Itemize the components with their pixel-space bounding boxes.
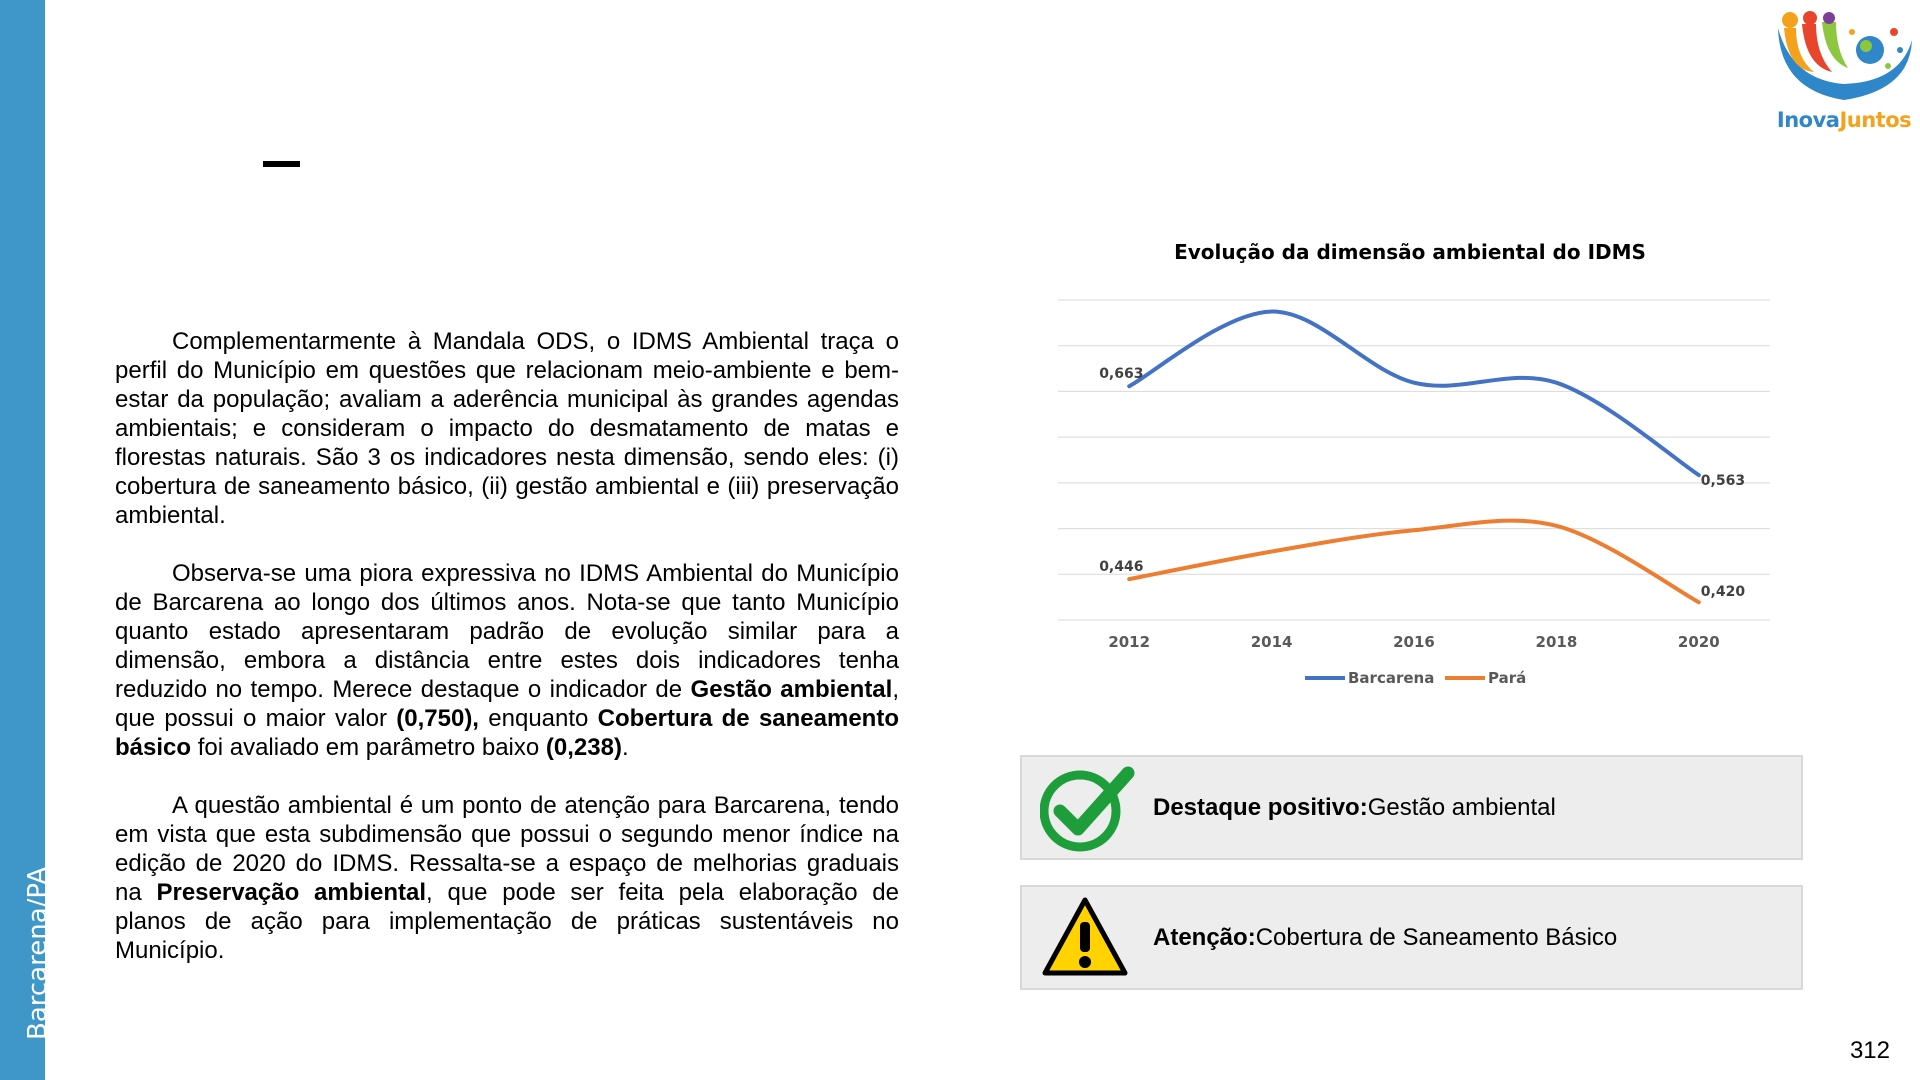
p2-bold-value-low: (0,238)	[545, 734, 622, 761]
legend-label: Pará	[1488, 669, 1527, 687]
x-tick-label: 2016	[1393, 633, 1435, 651]
x-tick-label: 2020	[1677, 633, 1720, 651]
p2-bold-saneamento: Cobertura de saneamento básico	[115, 705, 899, 761]
warning-label: Atenção:	[1153, 923, 1256, 951]
series-line-pará	[1129, 521, 1699, 603]
line-chart	[1040, 270, 1780, 710]
p3-bold-preservacao: Preservação ambiental	[156, 879, 427, 906]
p2-text-g: foi avaliado em parâmetro baixo	[191, 734, 546, 761]
positive-value: Gestão ambiental	[1367, 793, 1556, 821]
x-tick-label: 2018	[1535, 633, 1578, 651]
logo-word-inova: Inova	[1776, 108, 1840, 132]
paragraph-1: Complementarmente à Mandala ODS, o IDMS Ambiental traça o perfil do Município em questões que relacionam meio-ambiente e bem-estar da população; avaliam a aderência municipal às grandes agendas ambientais; e consideram o impacto do desmatamento de matas e florestas naturais. São 3 os indicadores nesta dimensão, sendo eles: (i) cobertura de saneamento básico, (ii) gestão ambiental e (iii) preservação ambiental.	[115, 328, 899, 529]
p2-bold-value-high: (0,750),	[396, 705, 479, 732]
p2-bold-gestao: Gestão ambiental	[690, 676, 893, 703]
logo-icon	[1770, 10, 1918, 110]
inova-juntos-logo	[1770, 10, 1918, 140]
positive-highlight-text	[1153, 757, 1556, 858]
title-dash	[263, 161, 300, 167]
body-text	[115, 327, 899, 994]
positive-highlight-box	[1020, 755, 1803, 860]
paragraph-3	[115, 791, 899, 965]
warning-icon	[1040, 895, 1130, 981]
data-label: 0,446	[1099, 559, 1144, 576]
data-label: 0,563	[1700, 473, 1746, 490]
p2-text-i: .	[621, 734, 629, 761]
page-number: 312	[1849, 1037, 1890, 1064]
x-tick-label: 2014	[1250, 633, 1293, 651]
chart-title: Evolução da dimensão ambiental do IDMS	[1174, 240, 1646, 264]
p2-text-a: Observa-se uma piora expressiva no IDMS Ambiental do Município de Barcarena ao longo dos últimos anos. Nota-se que tanto Município quanto estado apresentaram padrão de evolução similar para a dimensão, embora a distância entre estes dois indicadores tenha reduzido no tempo. Merece destaque o indicador de	[115, 560, 899, 703]
sidebar-label-text: Barcarena/PA	[23, 866, 53, 1040]
warning-value: Cobertura de Saneamento Básico	[1255, 923, 1618, 951]
warning-highlight-box	[1020, 885, 1803, 990]
sidebar-label	[6, 780, 53, 1040]
positive-label: Destaque positivo:	[1153, 793, 1368, 821]
legend-label: Barcarena	[1348, 669, 1435, 687]
data-label: 0,420	[1700, 584, 1746, 601]
p2-text-c: , que possui o maior valor	[115, 676, 899, 732]
logo-wordmark	[1770, 108, 1918, 132]
check-icon	[1040, 765, 1135, 855]
p3-text-c: , que pode ser feita pela elaboração de planos de ação para implementação de práticas sustentáveis no Município.	[115, 879, 899, 964]
logo-word-juntos: Juntos	[1839, 108, 1912, 132]
data-label: 0,663	[1099, 366, 1144, 383]
x-tick-label: 2012	[1108, 633, 1151, 651]
p3-text-a: A questão ambiental é um ponto de atenção para Barcarena, tendo em vista que esta subdimensão que possui o segundo menor índice na edição de 2020 do IDMS. Ressalta-se a espaço de melhorias graduais na	[115, 792, 899, 906]
warning-highlight-text	[1153, 887, 1617, 988]
series-line-barcarena	[1129, 312, 1699, 476]
paragraph-2	[115, 559, 899, 762]
p2-text-e: enquanto	[478, 705, 598, 732]
